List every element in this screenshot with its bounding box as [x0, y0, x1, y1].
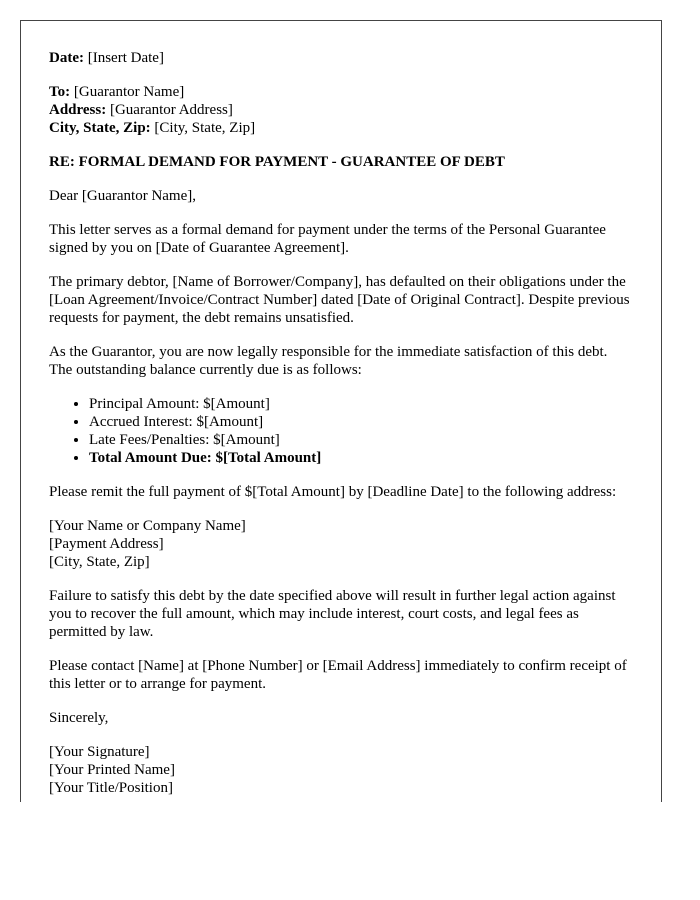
- letter-page: [20, 20, 662, 802]
- paragraph-contact: Please contact [Name] at [Phone Number] or [Email Address] immediately to confirm receipt of this letter or to arrange for payment.: [49, 658, 627, 692]
- city-line: [49, 119, 634, 137]
- to-line: [49, 83, 634, 101]
- date-line: [49, 49, 634, 67]
- subject-text: RE: FORMAL DEMAND FOR PAYMENT - GUARANTEE OF DEBT: [49, 154, 505, 170]
- remit-address: [Payment Address]: [49, 536, 164, 552]
- balance-item-interest: • Accrued Interest: $[Amount]: [89, 413, 634, 431]
- paragraph-default: The primary debtor, [Name of Borrower/Company], has defaulted on their obligations under the [Loan Agreement/Invoice/Contract Number] dated [Date of Original Contract]. Despite previous requests for payment, the debt remains unsatisfied.: [49, 274, 630, 326]
- remit-name: [Your Name or Company Name]: [49, 518, 246, 534]
- printed-name-line: [Your Printed Name]: [49, 762, 175, 778]
- remit-city: [City, State, Zip]: [49, 554, 150, 570]
- signature-line: [Your Signature]: [49, 744, 150, 760]
- balance-list: [49, 395, 634, 467]
- to-label: To:: [49, 84, 71, 100]
- paragraph-remit: Please remit the full payment of $[Total Amount] by [Deadline Date] to the following address:: [49, 484, 617, 500]
- title-line: [Your Title/Position]: [49, 780, 173, 796]
- address-label: Address:: [49, 102, 107, 118]
- paragraph-guarantee: This letter serves as a formal demand for payment under the terms of the Personal Guarantee signed by you on [Date of Guarantee Agreement].: [49, 222, 606, 256]
- recipient-block: [49, 83, 634, 137]
- date-value: [Insert Date]: [83, 50, 164, 66]
- salutation: Dear [Guarantor Name],: [49, 188, 197, 204]
- balance-item-fees: • Late Fees/Penalties: $[Amount]: [89, 431, 634, 449]
- remit-address-block: [49, 517, 634, 571]
- date-label: Date:: [49, 50, 84, 66]
- city-value: [City, State, Zip]: [150, 120, 256, 136]
- to-value: [Guarantor Name]: [70, 84, 185, 100]
- address-line: [49, 101, 634, 119]
- closing: Sincerely,: [49, 710, 109, 726]
- letter-body: [49, 49, 634, 797]
- paragraph-responsibility: As the Guarantor, you are now legally responsible for the immediate satisfaction of this debt. The outstanding balance currently due is as follows:: [49, 344, 608, 378]
- address-value: [Guarantor Address]: [106, 102, 233, 118]
- signature-block: [49, 743, 634, 797]
- balance-total-text: Total Amount Due: $[Total Amount]: [89, 450, 322, 466]
- balance-item-principal: • Principal Amount: $[Amount]: [89, 395, 634, 413]
- subject-line: [49, 153, 634, 171]
- paragraph-legal-action: Failure to satisfy this debt by the date specified above will result in further legal action against you to recover the full amount, which may include interest, court costs, and legal fees as permitted by law.: [49, 588, 616, 640]
- city-label: City, State, Zip:: [49, 120, 151, 136]
- balance-item-total: [89, 449, 634, 467]
